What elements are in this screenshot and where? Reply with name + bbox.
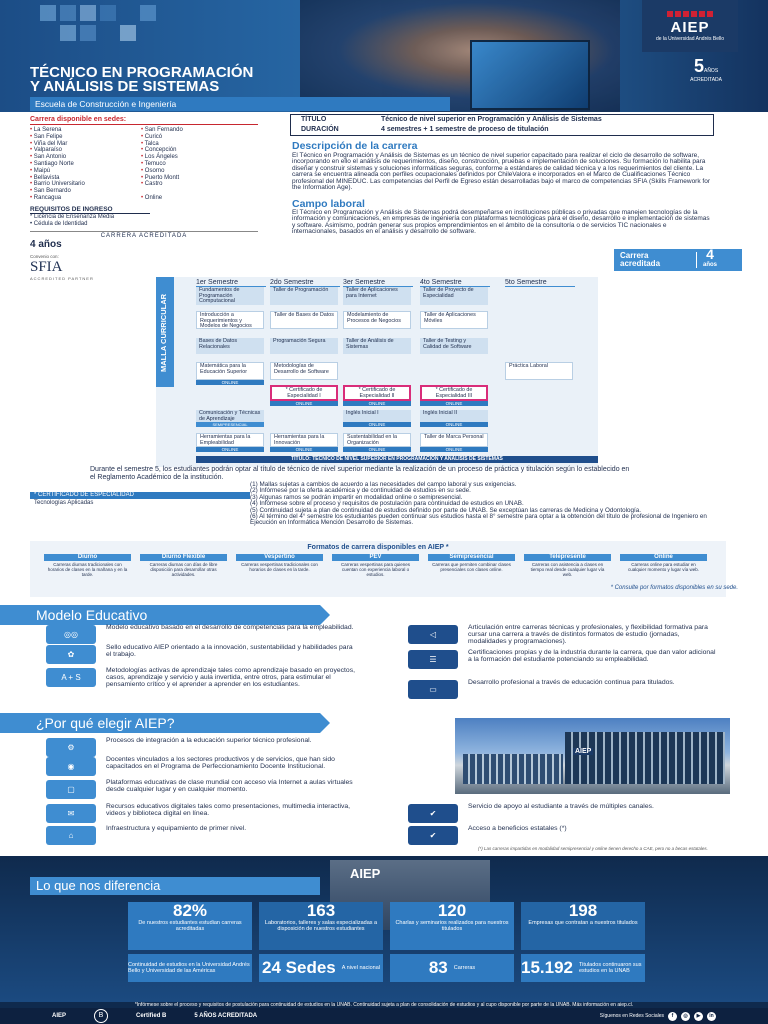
acreditacion-years: 4 años bbox=[30, 238, 62, 250]
porque-footnote: (*) Las carreras impartidas en modalidad semipresencial y online tienen derecho a CAE, pero no a becas estatales. bbox=[478, 846, 708, 851]
formato-vespertino bbox=[236, 554, 323, 575]
stat-number: 82% bbox=[172, 901, 208, 920]
modelo-feature bbox=[46, 668, 356, 688]
diferencia-title: Lo que nos diferencia bbox=[30, 877, 320, 895]
porque-feature bbox=[46, 738, 356, 757]
course-cell: Taller de Testing y Calidad de Software bbox=[420, 338, 488, 354]
course-cell: Taller de Programación bbox=[270, 287, 338, 305]
porque-feature bbox=[46, 757, 356, 776]
sede-spacer bbox=[141, 188, 246, 195]
instagram-icon[interactable]: ◎ bbox=[681, 1012, 690, 1021]
modelo-feature bbox=[408, 650, 718, 669]
porque-title: ¿Por qué elegir AIEP? bbox=[0, 713, 320, 733]
accreditation-seal: 5AÑOS ACREDITADA bbox=[690, 56, 722, 83]
stat-wide-card bbox=[259, 954, 383, 982]
porque-text: Recursos educativos digitales tales como presentaciones, multimedia interactiva, videos y biblioteca digital en línea. bbox=[106, 803, 351, 817]
modelo-icon: ▭ bbox=[408, 680, 458, 699]
course-cell: * Certificado de Especialidad I bbox=[270, 385, 338, 401]
sede-item: • Los Ángeles bbox=[141, 154, 246, 161]
porque-text: Plataformas educativas de clase mundial con acceso vía Internet a aulas virtuales desde cualquier lugar y en cualquier momento. bbox=[106, 779, 353, 793]
porque-icon: ⌂ bbox=[46, 826, 96, 845]
semestre5-note: Durante el semestre 5, los estudiantes podrán optar al título de técnico de nivel superior mediante la realización de un proceso de práctica y titulación según lo establecido en el Reglamento Académico de la institución. bbox=[90, 466, 630, 481]
condicion-item: (5) Continuidad sujeta a plan de continuidad de estudios definido por parte de UNAB. Se exceptúan las carreras de Medicina y Odontología. bbox=[250, 506, 642, 514]
youtube-icon[interactable]: ▶ bbox=[694, 1012, 703, 1021]
requisitos-title: REQUISITOS DE INGRESO bbox=[30, 206, 150, 214]
school-name: Escuela de Construcción e Ingeniería bbox=[30, 97, 450, 111]
modelo-icon: ☰ bbox=[408, 650, 458, 669]
sedes-panel bbox=[30, 116, 258, 281]
condicion-item: (2) Infórmese por la oferta académica y de continuidad de estudios en su sede. bbox=[250, 487, 471, 495]
sedes-title: Carrera disponible en sedes: bbox=[30, 116, 258, 125]
stat-card bbox=[259, 902, 383, 950]
online-tag: ONLINE bbox=[343, 401, 411, 406]
online-tag: ONLINE bbox=[420, 447, 488, 452]
sfia-logo: SFIA ACCREDITED PARTNER bbox=[30, 258, 94, 281]
porque-text: Servicio de apoyo al estudiante a través de múltiples canales. bbox=[468, 803, 654, 810]
modelo-feature bbox=[46, 625, 356, 644]
course-cell: Bases de Datos Relacionales bbox=[196, 338, 264, 354]
info-row-duracion: DURACIÓN 4 semestres + 1 semestre de proceso de titulación bbox=[301, 126, 549, 133]
modelo-text: Metodologías activas de aprendizaje tales como aprendizaje basado en proyectos, casos, aprendizaje y servicio y aula invertida, entre otros, para estimular el pensamiento crítico y el aprender a aprender en los estudiantes. bbox=[106, 667, 355, 688]
online-tag: ONLINE bbox=[343, 447, 411, 452]
formato-title: Online bbox=[620, 554, 707, 561]
porque-feature bbox=[46, 826, 356, 845]
formato-desc: Carreras que permiten combinar clases presenciales con clases online. bbox=[432, 562, 511, 572]
acreditacion-box: CARRERA ACREDITADA 4 años bbox=[30, 231, 258, 250]
online-tag: ONLINE bbox=[420, 401, 488, 406]
online-tag: ONLINE bbox=[196, 447, 264, 452]
semipresencial-tag: SEMIPRESENCIAL bbox=[196, 422, 264, 427]
malla-title-footer: TÍTULO: TÉCNICO DE NIVEL SUPERIOR EN PROGRAMACIÓN Y ANÁLISIS DE SISTEMAS bbox=[196, 456, 598, 463]
course-cell: Herramientas para la Empleabilidad bbox=[196, 433, 264, 447]
semester-header: 3er Semestre bbox=[343, 279, 413, 287]
modelo-text: Certificaciones propias y de la industria durante la carrera, que dan valor adicional a la formación del estudiante potenciando su empleabilidad. bbox=[468, 649, 716, 663]
descripcion-text: El Técnico en Programación y Análisis de Sistemas es un técnico de nivel superior capacitado para realizar el ciclo de desarrollo de software, incorporando en ello el análisis de requerimientos, diseño, construcción, pruebas e implementación de soluciones. Su formación lo habilita para diseñar y construir sistemas y soluciones informáticas seguras, conforme a estándares de calidad técnica y a los requerimientos del cliente. La carrera se encuentra alineada con perfiles ocupacionales definidos por ChileValora e incorporados en el Marco de Cualificaciones Técnico profesional del MINEDUC. Las competencias del Perfil de Egreso están desarrolladas bajo el marco de competencias SFIA (Skills Framework for the Information Age). bbox=[292, 152, 710, 192]
stat-number: 83 bbox=[428, 958, 448, 977]
online-tag: ONLINE bbox=[270, 401, 338, 406]
stat-card bbox=[128, 902, 252, 950]
footer bbox=[0, 1008, 768, 1024]
sede-item: • Santiago Norte bbox=[30, 161, 135, 168]
course-cell: Metodologías de Desarrollo de Software bbox=[270, 362, 338, 380]
formato-pev bbox=[332, 554, 419, 579]
modelo-feature bbox=[408, 680, 718, 699]
sede-item: • Bellavista bbox=[30, 175, 135, 182]
requisito-item: • Cédula de Identidad bbox=[30, 220, 88, 227]
course-cell: Taller de Proyecto de Especialidad bbox=[420, 287, 488, 305]
sede-item: • Online bbox=[141, 195, 246, 202]
formato-title: PEV bbox=[332, 554, 419, 561]
sedes-list-1 bbox=[30, 127, 135, 202]
linkedin-icon[interactable]: in bbox=[707, 1012, 716, 1021]
semester-header: 1er Semestre bbox=[196, 279, 266, 287]
cubes-graphic bbox=[30, 0, 170, 60]
modelo-title: Modelo Educativo bbox=[0, 605, 320, 625]
stat-desc: A nivel nacional bbox=[341, 965, 380, 971]
footer-certified: Certified B bbox=[136, 1013, 167, 1019]
course-cell: Sustentabilidad en la Organización bbox=[343, 433, 411, 447]
condicion-item: (1) Mallas sujetas a cambios de acuerdo a las necesidades del campo laboral y sus exigencias. bbox=[250, 481, 517, 488]
formato-title: Telepresente bbox=[524, 554, 611, 561]
porque-icon: ✉ bbox=[46, 804, 96, 823]
porque-text: Acceso a beneficios estatales (*) bbox=[468, 825, 567, 832]
formato-title: Vespertino bbox=[236, 554, 323, 561]
porque-icon: ✔ bbox=[408, 826, 458, 845]
modelo-text: Articulación entre carreras técnicas y profesionales, y flexibilidad formativa para cursar una carrera a través de distintos formatos de estudio (jornadas, modalidades y programaciones). bbox=[468, 624, 708, 645]
stat-number: 24 Sedes bbox=[262, 958, 336, 977]
stat-desc: Continuidad de estudios en la Universidad Andrés Bello y Universidad de las Américas bbox=[128, 962, 250, 974]
course-cell: Inglés Inicial I bbox=[343, 410, 411, 422]
porque-icon: ▢ bbox=[46, 780, 96, 799]
diferencia-footnote: *Infórmese sobre el proceso y requisitos de postulación para continuidad de estudios en la UNAB. Continuidad sujeta a plan de consolidación de estudios y al cupo disponible por parte de la UNAB. Más información en aiep.cl. bbox=[0, 1002, 768, 1008]
modelo-feature bbox=[408, 625, 718, 645]
formatos-title: Formatos de carrera disponibles en AIEP * bbox=[307, 544, 449, 551]
course-cell: Modelamiento de Procesos de Negocios bbox=[343, 311, 411, 329]
acreditada-badge: Carrera acreditada 4 años bbox=[614, 249, 742, 271]
sede-item: • Castro bbox=[141, 181, 246, 188]
page-title: TÉCNICO EN PROGRAMACIÓN Y ANÁLISIS DE SISTEMAS bbox=[30, 64, 254, 95]
formato-semipresencial bbox=[428, 554, 515, 575]
social-links: Síguenos en Redes Sociales f ◎ ▶ in bbox=[600, 1012, 716, 1021]
formato-title: Diurno bbox=[44, 554, 131, 561]
condiciones-list bbox=[250, 482, 720, 527]
facebook-icon[interactable]: f bbox=[668, 1012, 677, 1021]
porque-text: Infraestructura y equipamiento de primer nivel. bbox=[106, 825, 247, 832]
online-tag: ONLINE bbox=[343, 422, 411, 427]
porque-text: Procesos de integración a la educación superior técnico profesional. bbox=[106, 737, 312, 744]
sede-item: • Maipú bbox=[30, 168, 135, 175]
hero-photo bbox=[300, 0, 620, 112]
sede-item: • Osorno bbox=[141, 168, 246, 175]
semester-header: 2do Semestre bbox=[270, 279, 340, 287]
footer-logo: AIEP bbox=[52, 1013, 67, 1019]
info-row-titulo: TÍTULO Técnico de nivel superior en Programación y Análisis de Sistemas bbox=[301, 116, 602, 123]
requisito-item: * Licencia de Enseñanza Media bbox=[30, 213, 115, 220]
formato-desc: Carreras con asistencia a clases en tiempo real desde cualquier lugar vía web. bbox=[530, 562, 605, 577]
stat-wide-card bbox=[390, 954, 514, 982]
course-cell: Comunicación y Técnicas de Aprendizaje bbox=[196, 410, 264, 422]
formato-desc: Carreras vespertinas tradicionales con horarios de clases en la tarde. bbox=[241, 562, 318, 572]
online-tag: ONLINE bbox=[196, 380, 264, 385]
course-cell: Taller de Aplicaciones Móviles bbox=[420, 311, 488, 329]
course-cell: Matemática para la Educación Superior bbox=[196, 362, 264, 380]
stat-desc: Titulados continuaron sus estudios en la UNAB bbox=[579, 962, 642, 974]
course-cell: Taller de Bases de Datos bbox=[270, 311, 338, 329]
certified-b-icon: B bbox=[94, 1009, 108, 1023]
course-cell: * Certificado de Especialidad II bbox=[343, 385, 411, 401]
sede-item: • San Antonio bbox=[30, 154, 135, 161]
formato-title: Diurno Flexible bbox=[140, 554, 227, 561]
campus-photo: AIEP bbox=[455, 718, 730, 794]
stat-desc: Carreras bbox=[453, 965, 476, 971]
formatos-note: * Consulte por formatos disponibles en su sede. bbox=[610, 585, 738, 591]
porque-feature bbox=[46, 780, 356, 799]
modelo-text: Modelo educativo basado en el desarrollo de competencias para la empleabilidad. bbox=[106, 624, 354, 631]
especialidad-box: * CERTIFICADO DE ESPECIALIDAD Tecnologías Aplicadas bbox=[30, 492, 250, 507]
porque-feature bbox=[408, 826, 718, 845]
sede-item: • Temuco bbox=[141, 161, 246, 168]
sede-item: • Puerto Montt bbox=[141, 175, 246, 182]
modelo-text: Sello educativo AIEP orientado a la innovación, sustentabilidad y habilidades para el trabajo. bbox=[106, 644, 353, 658]
modelo-icon: ✿ bbox=[46, 645, 96, 664]
stat-desc: De nuestros estudiantes estudian carreras acreditadas bbox=[138, 920, 242, 932]
porque-feature bbox=[408, 804, 718, 823]
sede-item: • Curicó bbox=[141, 134, 246, 141]
online-tag: ONLINE bbox=[270, 447, 338, 452]
stat-card bbox=[521, 902, 645, 950]
hero-banner bbox=[0, 0, 768, 112]
formato-online bbox=[620, 554, 707, 575]
porque-feature bbox=[46, 804, 356, 823]
modelo-icon: ◁ bbox=[408, 625, 458, 644]
formato-desc: Carreras diurnas con días de libre disposición para desarrollar otras actividades. bbox=[149, 562, 218, 577]
info-table bbox=[290, 114, 714, 136]
stat-desc: Laboratorios, talleres y salas especializadas a disposición de nuestros estudiantes bbox=[264, 920, 378, 932]
modelo-feature bbox=[46, 645, 356, 664]
formato-desc: Carreras online para estudiar en cualquier momento y lugar vía web. bbox=[627, 562, 700, 572]
sede-item: • Barrio Universitario bbox=[30, 181, 135, 188]
stat-desc: Charlas y seminarios realizados para nuestros titulados bbox=[395, 920, 509, 932]
course-cell: Introducción a Requerimientos y Modelos de Negocios bbox=[196, 311, 264, 329]
course-cell: Programación Segura bbox=[270, 338, 338, 354]
formato-desc: Carreras diurnas tradicionales con horarios de clases en la mañana y en la tarde. bbox=[47, 562, 128, 577]
semester-header: 4to Semestre bbox=[420, 279, 490, 287]
porque-icon: ⚙ bbox=[46, 738, 96, 757]
sede-item: • Valparaíso bbox=[30, 147, 135, 154]
semester-header: 5to Semestre bbox=[505, 279, 575, 287]
sede-item: • Rancagua bbox=[30, 195, 135, 202]
stat-number: 163 bbox=[306, 901, 336, 920]
formato-diurno-flexible bbox=[140, 554, 227, 579]
campo-laboral-title: Campo laboral bbox=[292, 198, 365, 210]
descripcion-title: Descripción de la carrera bbox=[292, 140, 418, 152]
footer-acreditacion: 5 AÑOS ACREDITADA bbox=[194, 1013, 258, 1019]
course-cell: Fundamentos de Programación Computacional bbox=[196, 287, 264, 305]
sede-item: • San Felipe bbox=[30, 134, 135, 141]
sede-item: • San Bernardo bbox=[30, 188, 135, 195]
modelo-icon: ◎◎ bbox=[46, 625, 96, 644]
modelo-icon: A + S bbox=[46, 668, 96, 687]
course-cell: Práctica Laboral bbox=[505, 362, 573, 380]
course-cell: * Certificado de Especialidad III bbox=[420, 385, 488, 401]
stat-number: 15.192 bbox=[521, 958, 573, 977]
sede-item: • San Fernando bbox=[141, 127, 246, 134]
stat-number: 120 bbox=[437, 901, 467, 920]
course-cell: Taller de Marca Personal bbox=[420, 433, 488, 447]
condicion-item: (3) Algunas ramos se podrán impartir en modalidad online o semipresencial. bbox=[250, 493, 463, 501]
porque-icon: ◉ bbox=[46, 757, 96, 776]
formato-title: Semipresencial bbox=[428, 554, 515, 561]
stat-wide-card bbox=[521, 954, 645, 982]
stat-wide-card bbox=[128, 954, 252, 982]
sede-item: • La Serena bbox=[30, 127, 135, 134]
course-cell: Herramientas para la Innovación bbox=[270, 433, 338, 447]
stat-card bbox=[390, 902, 514, 950]
monitor-graphic bbox=[470, 40, 590, 110]
aiep-logo: AIEP de la Universidad Andrés Bello bbox=[642, 0, 738, 52]
stat-number: 198 bbox=[568, 901, 598, 920]
campo-laboral-text: El Técnico en Programación y Análisis de Sistemas podrá desempeñarse en instituciones públicas o privadas que manejen tecnologías de la información y comunicaciones, en empresas de ingeniería con plataformas tecnológicas para el diseño, desarrollo e implementación de sistemas y software. Asimismo, podrán generar sus propios emprendimientos en el ámbito de la consultoría o de servicios TIC nacionales e internacionales, basados en el análisis y desarrollo de software. bbox=[292, 209, 710, 236]
formato-desc: Carreras vespertinas para quienes cuentan con experiencia laboral o estudios. bbox=[340, 562, 411, 577]
formato-telepresente bbox=[524, 554, 611, 579]
condicion-item: (4) Infórmese sobre el proceso y requisitos de postulación para continuidad de estudios en UNAB. bbox=[250, 500, 524, 508]
course-cell: Taller de Aplicaciones para Internet bbox=[343, 287, 411, 305]
sede-item: • Viña del Mar bbox=[30, 141, 135, 148]
malla-side-label: MALLA CURRICULAR bbox=[156, 277, 174, 387]
course-cell: Taller de Análisis de Sistemas bbox=[343, 338, 411, 354]
stat-desc: Empresas que contratan a nuestros titulados bbox=[528, 920, 638, 926]
online-tag: ONLINE bbox=[420, 422, 488, 427]
formato-diurno bbox=[44, 554, 131, 579]
sfia-partner: Convenio con: bbox=[30, 253, 59, 259]
aiep-building-photo: AIEP bbox=[330, 860, 490, 930]
condicion-item: (6) Al término del 4° semestre los estudiantes pueden continuar sus estudios hasta el 8° semestre para optar a la obtención del título de profesional de Ingeniero en Ejecución en Informática Mención Desarrollo de Sistemas. bbox=[250, 513, 707, 527]
porque-text: Docentes vinculados a los sectores productivos y de servicios, que han sido capacitados en el Programa de Perfeccionamiento Docente Institucional. bbox=[106, 756, 335, 770]
modelo-text: Desarrollo profesional a través de educación continua para titulados. bbox=[468, 679, 675, 686]
sedes-list-2 bbox=[141, 127, 246, 202]
sede-item: • Talca bbox=[141, 141, 246, 148]
porque-icon: ✔ bbox=[408, 804, 458, 823]
course-cell: Inglés Inicial II bbox=[420, 410, 488, 422]
sede-item: • Concepción bbox=[141, 147, 246, 154]
